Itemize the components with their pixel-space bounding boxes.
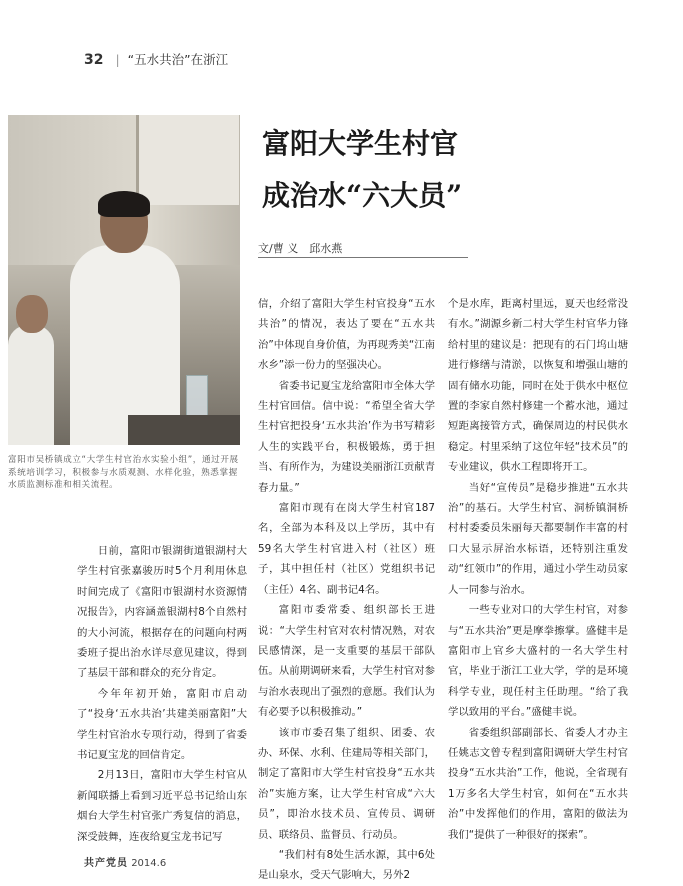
paragraph: 一些专业对口的大学生村官，对参与“五水共治”更是摩拳擦掌。盛健丰是富阳市上官乡大盛村的一名大学生村官，毕业于浙江工业大学，学的是环境科学专业，现任村主任助理。“给了我学以致用的平台。”盛健丰说。 xyxy=(448,604,628,719)
column-1 xyxy=(77,541,247,847)
paragraph: 当好“宣传员”是稳步推进“五水共治”的基石。大学生村官、洞桥镇洞桥村村委委员朱丽每天都要制作丰富的村口大显示屏治水标语，还特别注重发动“红领巾”的作用，通过小学生动员家人一同参与治水。 xyxy=(448,481,628,596)
header-separator: | xyxy=(115,52,120,67)
article-photo xyxy=(8,115,240,445)
paragraph: 省委组织部副部长、省委人才办主任姚志文曾专程到富阳调研大学生村官投身“五水共治”工作，他说，全省现有1万多名大学生村官，如何在“五水共治”中发挥他们的作用，富阳的做法为我们“提供了一种很好的探索”。 xyxy=(448,726,628,841)
paragraph: 该市市委召集了组织、团委、农办、环保、水利、住建局等相关部门，制定了富阳市大学生村官投身“五水共治”实施方案，让大学生村官成“六大员”，即治水技术员、宣传员、调研员、联络员、监督员、行动员。 xyxy=(258,726,435,841)
paragraph: 2月13日，富阳市大学生村官从新闻联播上看到习近平总书记给山东烟台大学生村官张广秀复信的消息，深受鼓舞，连夜给夏宝龙书记写 xyxy=(77,769,247,843)
paragraph: 富阳市现有在岗大学生村官187名，全部为本科及以上学历，其中有59名大学生村官进入村（社区）班子，其中担任村（社区）党组织书记（主任）4名、副书记4名。 xyxy=(258,502,435,596)
column-2 xyxy=(258,294,435,886)
magazine-logo: 共产党员 xyxy=(84,858,128,869)
paragraph: “我们村有8处生活水源，其中6处是山泉水，受天气影响大，另外2 xyxy=(258,848,435,882)
page-header xyxy=(84,50,228,68)
title-line-1: 富阳大学生村官 xyxy=(262,127,459,160)
byline-rule xyxy=(258,257,468,258)
section-title: “五水共治”在浙江 xyxy=(127,52,229,67)
paragraph: 富阳市委常委、组织部长王进说：“大学生村官对农村情况熟，对农民感情深，是一支重要的基层干部队伍。从前期调研来看，大学生村官对参与治水表现出了强烈的意愿。我们认为有必要予以积极推动。” xyxy=(258,604,435,719)
article-title xyxy=(262,118,462,222)
page-number: 32 xyxy=(84,52,104,68)
title-line-2: 成治水“六大员” xyxy=(262,179,463,212)
photo-caption: 富阳市吴桥镇成立“大学生村官治水实验小组”，通过开展系统培训学习，积极参与水质观测、水样化验，熟悉掌握水质监测标准和相关流程。 xyxy=(8,455,239,490)
column-3 xyxy=(448,294,628,845)
paragraph: 日前，富阳市银湖街道银湖村大学生村官张嘉骏历时5个月利用休息时间完成了《富阳市银湖村水资源情况报告》，内容涵盖银湖村8个自然村的大小河流，根据存在的问题向村两委班子提出治水详尽意见建议，得到了基层干部和群众的充分肯定。 xyxy=(77,545,247,680)
issue-date: 2014.6 xyxy=(131,858,167,869)
paragraph: 省委书记夏宝龙给富阳市全体大学生村官回信。信中说：“希望全省大学生村官把投身‘五水共治’作为书写精彩人生的实践平台，积极锻炼，勇于担当、有所作为，为建设美丽浙江贡献青春力量。” xyxy=(258,379,435,494)
paragraph-continued: 信，介绍了富阳大学生村官投身“五水共治”的情况，表达了要在“五水共治”中体现自身价值，为再现秀美“江南水乡”添一份力的坚强决心。 xyxy=(258,298,436,372)
page-footer xyxy=(84,854,166,869)
paragraph-continued: 个是水库，距离村里远，夏天也经常没有水。”湖源乡新二村大学生村官华力锋给村里的建议是：把现有的石门坞山塘进行修缮与清淤，以恢复和增强山塘的固有储水功能，同时在处于供水中枢位置的李家自然村修建一个蓄水池，通过短距离接管方式，确保周边的村民供水稳定。村里采纳了这位年轻“技术员”的专业建议，供水工程即将开工。 xyxy=(448,298,628,474)
byline: 文/曹 义 邱水燕 xyxy=(258,242,343,255)
paragraph: 今年年初开始，富阳市启动了“投身‘五水共治’共建美丽富阳”大学生村官治水专项行动，得到了省委书记夏宝龙的回信肯定。 xyxy=(77,687,247,762)
